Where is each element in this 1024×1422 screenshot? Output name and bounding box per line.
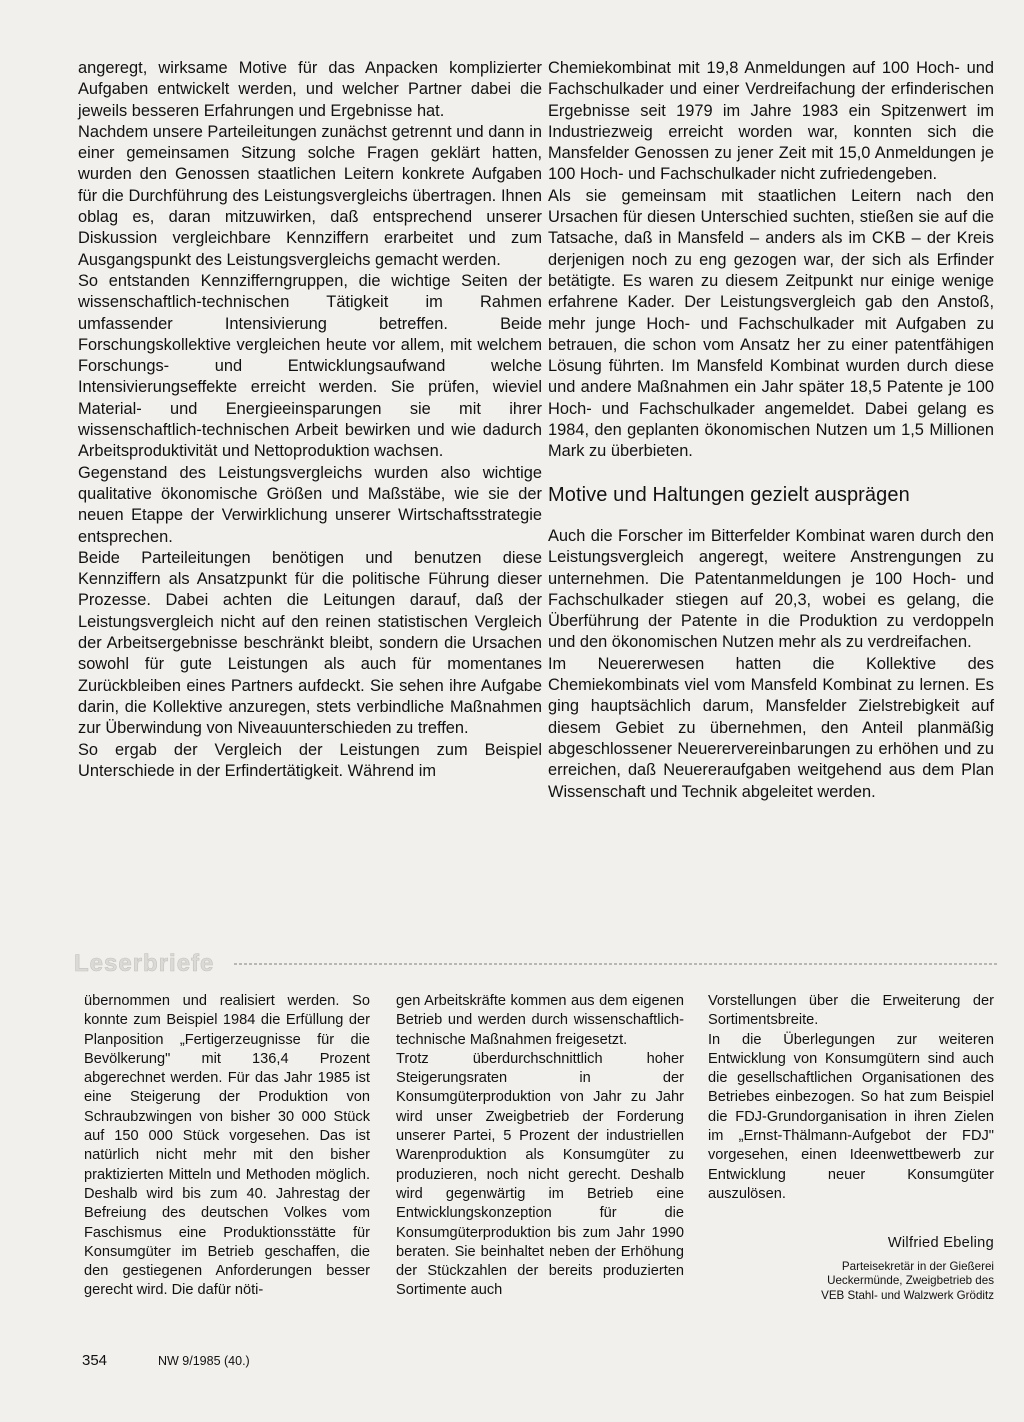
author-role-line: VEB Stahl- und Walzwerk Gröditz — [821, 1288, 994, 1302]
article-paragraph: Gegenstand des Leistungsvergleichs wurden also wichtige qualitative ökonomische Größen und Maßstäbe, wie sie der neuen Etappe der Verwirklichung unserer Wirtschaftsstrategie entsprechen. — [78, 463, 542, 546]
article-paragraph: So ergab der Vergleich der Leistungen zum Beispiel Unterschiede in der Erfindertätigkeit. Während im — [78, 740, 542, 780]
issue-reference: NW 9/1985 (40.) — [158, 1354, 250, 1368]
article-paragraph: Im Neuererwesen hatten die Kollektive des Chemiekombinats viel vom Mansfeld Kombinat zu lernen. Es ging hauptsächlich darum, Mansfelder Zielstrebigkeit auf diesem Gebiet zu übernehmen, den Anteil planmäßig abgeschlossener Neuerervereinbarungen zu erhöhen und zu erreichen, daß Neuereraufgaben weitgehend aus dem Plan Wissenschaft und Technik abgeleitet werden. — [548, 654, 994, 801]
letter-column-2 — [396, 992, 684, 1301]
article-paragraph: Als sie gemeinsam mit staatlichen Leitern nach den Ursachen für diesen Unterschied suchten, stießen sie auf die Tatsache, daß in Mansfeld – anders als im CKB – der Kreis derjenigen noch zu eng gezogen war, der sich als Erfinder betätigte. Es waren zu diesem Zeitpunkt nur einige wenige erfahrene Kader. Der Leistungsvergleich gab den Anstoß, mehr junge Hoch- und Fachschulkader mit Aufgaben zu betrauen, die schon vom Ansatz her zu einer patentfähigen Lösung führten. Im Mansfeld Kombinat wurden durch diese und andere Maßnahmen ein Jahr später 18,5 Patente je 100 Hoch- und Fachschulkader angemeldet. Dabei gelang es 1984, den geplanten ökonomischen Nutzen um 1,5 Millionen Mark zu überbieten. — [548, 186, 994, 461]
article-paragraph: Nachdem unsere Parteileitungen zunächst getrennt und dann in einer gemeinsamen Sitzung solche Fragen geklärt hatten, wurden den Genossen staatlichen Leitern konkrete Aufgaben für die Durchführung des Leistungsvergleichs übertragen. Ihnen oblag es, daran mitzuwirken, daß entsprechend unserer Diskussion vergleichbare Kennziffern erarbeitet und zum Ausgangspunkt des Leistungsvergleichs gemacht werden. — [78, 122, 542, 269]
author-signature: Wilfried Ebeling — [887, 1235, 994, 1252]
author-role-line: Ueckermünde, Zweigbetrieb des — [827, 1274, 994, 1288]
article-paragraph: Auch die Forscher im Bitterfelder Kombinat waren durch den Leistungsvergleich angeregt, weitere Anstrengungen zu unternehmen. Die Patentanmeldungen je 100 Hoch- und Fachschulkader stiegen auf 20,3, wobei es gelang, die Überführung der Patente in die Produktion zu verdoppeln und den ökonomischen Nutzen mehr als zu verdreifachen. — [548, 526, 994, 652]
letter-paragraph: In die Überlegungen zur weiteren Entwicklung von Konsumgütern sind auch die gesellschaftlichen Organisationen des Betriebes einbezogen. So hat zum Beispiel die FDJ-Grundorganisation in ihren Zielen im „Ernst-Thälmann-Aufgebot der FDJ" vorgesehen, einen Ideenwettbewerb zur Entwicklung neuer Konsumgüter auszulösen. — [708, 1031, 994, 1202]
author-role — [708, 1260, 994, 1304]
section-divider — [234, 963, 998, 965]
article-column-right — [548, 58, 994, 803]
article-paragraph: angeregt, wirksame Motive für das Anpacken komplizierter Aufgaben entwickelt werden, und welcher Partner dabei die jeweils besseren Erfahrungen und Ergebnisse hat. — [78, 59, 542, 120]
section-label: Leserbriefe — [74, 950, 215, 977]
letter-paragraph: Vorstellungen über die Erweiterung der Sortimentsbreite. — [708, 993, 994, 1029]
letter-column-3 — [708, 992, 994, 1303]
author-role-line: Parteisekretär in der Gießerei — [841, 1259, 994, 1273]
article-paragraph: Chemiekombinat mit 19,8 Anmeldungen auf 100 Hoch- und Fachschulkader und einer Verdreifachung der erfinderischen Ergebnisse seit 1979 im Jahre 1983 ein Spitzenwert im Industriezweig erreicht worden war, konnten sich die Mansfelder Genossen zu jener Zeit mit 15,0 Anmeldungen je 100 Hoch- und Fachschulkader nicht zufriedengeben. — [548, 59, 994, 184]
article-subheading: Motive und Haltungen gezielt ausprägen — [548, 483, 910, 506]
page-number: 354 — [82, 1352, 108, 1369]
letter-column-1 — [84, 992, 370, 1301]
section-header — [74, 950, 998, 980]
article-paragraph: Beide Parteileitungen benötigen und benutzen diese Kennziffern als Ansatzpunkt für die politische Führung dieser Prozesse. Dabei achten die Leitungen darauf, daß der Leistungsvergleich nicht auf den reinen statistischen Vergleich der Arbeitsergebnisse beschränkt bleibt, sondern die Ursachen sowohl für gute Leistungen als auch für momentanes Zurückbleiben eines Partners aufdeckt. Sie sehen ihre Aufgabe darin, die Kollektive anzuregen, stets verbindliche Maßnahmen zur Überwindung von Niveauunterschieden zu treffen. — [78, 548, 542, 738]
letter-paragraph: Trotz überdurchschnittlich hoher Steigerungsraten in der Konsumgüterproduktion von Jahr zu Jahr wird unser Zweigbetrieb der Forderung unserer Partei, 5 Prozent der industriellen Warenproduktion als Konsumgüter zu produzieren, noch nicht gerecht. Deshalb wird gegenwärtig im Betrieb eine Entwicklungskonzeption für die Konsumgüterproduktion bis zum Jahr 1990 beraten. Sie beinhaltet neben der Erhöhung der Stückzahlen der bereits produzierten Sortimente auch — [396, 1050, 684, 1299]
article-paragraph: So entstanden Kennzifferngruppen, die wichtige Seiten der wissenschaftlich-technischen Tätigkeit im Rahmen umfassender Intensivierung betreffen. Beide Forschungskollektive vergleichen heute vor allem, mit welchem Forschungs- und Entwicklungsaufwand welche Intensivierungseffekte erreicht werden. Sie prüfen, wieviel Material- und Energieeinsparungen sie mit ihrer wissenschaftlich-technischen Arbeit bewirken und wie dadurch Arbeitsproduktivität und Nettoproduktion wachsen. — [78, 271, 542, 461]
letter-paragraph: gen Arbeitskräfte kommen aus dem eigenen Betrieb und werden durch wissenschaftlich-technische Maßnahmen freigesetzt. — [396, 993, 684, 1048]
article-column-left — [78, 58, 542, 782]
letter-paragraph: übernommen und realisiert werden. So konnte zum Beispiel 1984 die Erfüllung der Planposition „Fertigerzeugnisse für die Bevölkerung" mit 136,4 Prozent abgerechnet werden. Für das Jahr 1985 ist eine Steigerung der Produktion von Schraubzwingen von bisher 30 000 Stück auf 150 000 Stück vorgesehen. Das ist natürlich nicht mehr mit den bisher praktizierten Mitteln und Methoden möglich. Deshalb wird bis zum 40. Jahrestag der Befreiung des deutschen Volkes vom Faschismus eine Produktionsstätte für Konsumgüter im Betrieb geschaffen, die den gestiegenen Anforderungen besser gerecht wird. Die dafür nöti- — [84, 993, 370, 1299]
